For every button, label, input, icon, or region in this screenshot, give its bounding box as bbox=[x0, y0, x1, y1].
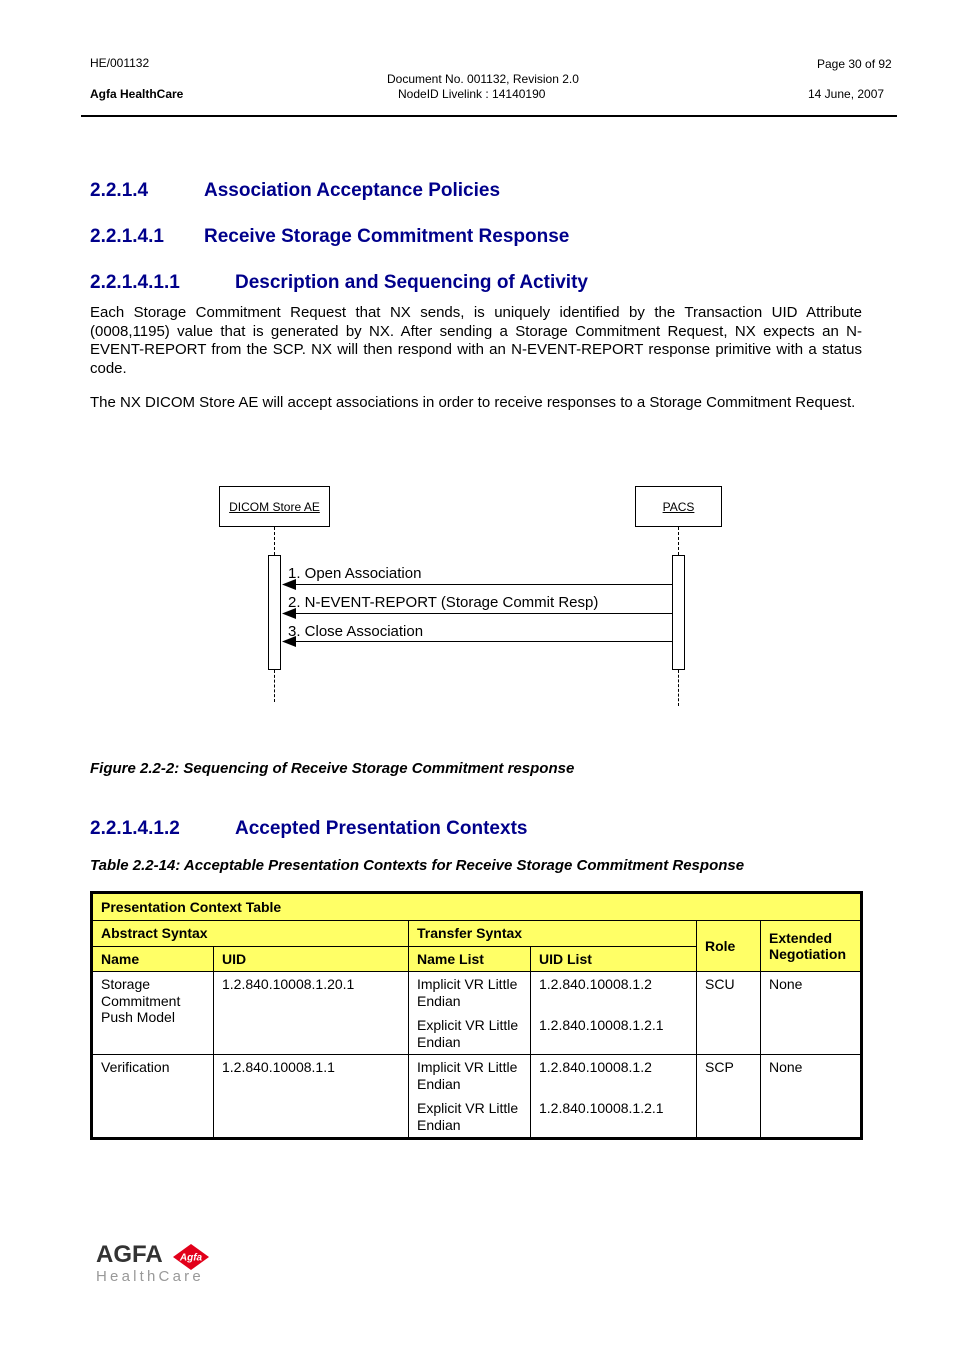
cell-uid: 1.2.840.10008.1.1 bbox=[214, 1055, 409, 1139]
heading-association-acceptance bbox=[90, 180, 500, 202]
table-title-row bbox=[92, 893, 862, 921]
company-name: Agfa HealthCare bbox=[90, 87, 184, 101]
heading-number: 2.2.1.4.1.2 bbox=[90, 818, 180, 839]
heading-number: 2.2.1.4.1 bbox=[90, 226, 164, 247]
header-name: Name bbox=[92, 946, 214, 972]
actor-pacs bbox=[635, 486, 722, 527]
lifeline-pacs bbox=[678, 670, 679, 706]
actor-dicom-store-ae bbox=[219, 486, 330, 527]
table-caption: Table 2.2-14: Acceptable Presentation Contexts for Receive Storage Commitment Response bbox=[90, 857, 745, 874]
transfer-syntax-uid: 1.2.840.10008.1.2 bbox=[539, 976, 652, 992]
heading-title: Association Acceptance Policies bbox=[204, 180, 501, 201]
heading-number: 2.2.1.4 bbox=[90, 180, 149, 201]
cell-extended-negotiation: None bbox=[761, 972, 862, 1055]
header-name-list: Name List bbox=[409, 946, 531, 972]
transfer-syntax-uid: 1.2.840.10008.1.2.1 bbox=[539, 1016, 664, 1033]
message-label: 3. Close Association bbox=[288, 623, 424, 640]
lifeline-dicom-store-ae bbox=[274, 670, 275, 702]
heading-title: Receive Storage Commitment Response bbox=[204, 226, 570, 247]
message-label: 1. Open Association bbox=[288, 565, 422, 582]
transfer-syntax-name: Implicit VR Little Endian bbox=[417, 976, 518, 1009]
document-number: Document No. 001132, Revision 2.0 bbox=[387, 72, 579, 86]
transfer-syntax-name: Explicit VR Little Endian bbox=[417, 1100, 519, 1133]
cell-uid-list bbox=[531, 1055, 697, 1139]
cell-uid-list bbox=[531, 972, 697, 1055]
header-role: Role bbox=[697, 921, 761, 972]
header-rule bbox=[81, 115, 897, 117]
agfa-rhombus-icon bbox=[172, 1243, 210, 1271]
cell-name: Verification bbox=[92, 1055, 214, 1139]
heading-title: Accepted Presentation Contexts bbox=[235, 818, 528, 839]
logo-badge-text: Agfa bbox=[179, 1252, 203, 1264]
transfer-syntax-uid: 1.2.840.10008.1.2 bbox=[539, 1059, 652, 1075]
heading-number: 2.2.1.4.1.1 bbox=[90, 272, 180, 293]
lifeline-dicom-store-ae bbox=[274, 527, 275, 555]
paragraph-store-ae: The NX DICOM Store AE will accept associations in order to receive responses to a Storage Commitment Request. bbox=[90, 394, 856, 411]
logo-brand: AGFA bbox=[96, 1241, 163, 1268]
cell-name: Storage Commitment Push Model bbox=[92, 972, 214, 1055]
table-row bbox=[92, 1055, 862, 1139]
header-extended-negotiation: Extended Negotiation bbox=[761, 921, 862, 972]
header-transfer-syntax: Transfer Syntax bbox=[409, 921, 697, 947]
cell-role: SCU bbox=[697, 972, 761, 1055]
table-row bbox=[92, 972, 862, 1055]
header-uid-list: UID List bbox=[531, 946, 697, 972]
page-number: Page 30 of 92 bbox=[817, 57, 892, 71]
cell-name-list bbox=[409, 972, 531, 1055]
heading-accepted-presentation-contexts bbox=[90, 818, 527, 840]
transfer-syntax-name: Implicit VR Little Endian bbox=[417, 1059, 518, 1092]
cell-role: SCP bbox=[697, 1055, 761, 1139]
actor-label: DICOM Store AE bbox=[229, 499, 320, 514]
header-abstract-syntax: Abstract Syntax bbox=[92, 921, 409, 947]
heading-description-sequencing bbox=[90, 272, 588, 294]
transfer-syntax-uid: 1.2.840.10008.1.2.1 bbox=[539, 1099, 664, 1116]
presentation-context-table bbox=[90, 891, 863, 1140]
cell-extended-negotiation: None bbox=[761, 1055, 862, 1139]
heading-receive-storage-commitment bbox=[90, 226, 569, 248]
table-title: Presentation Context Table bbox=[92, 893, 862, 921]
lifeline-pacs bbox=[678, 527, 679, 555]
cell-uid: 1.2.840.10008.1.20.1 bbox=[214, 972, 409, 1055]
document-date: 14 June, 2007 bbox=[808, 87, 885, 101]
transfer-syntax-name: Explicit VR Little Endian bbox=[417, 1017, 519, 1050]
logo-subtitle: HealthCare bbox=[96, 1268, 204, 1285]
table-header-row bbox=[92, 921, 862, 947]
cell-name-list bbox=[409, 1055, 531, 1139]
node-id: NodeID Livelink : 14140190 bbox=[398, 87, 546, 101]
message-label: 2. N-EVENT-REPORT (Storage Commit Resp) bbox=[288, 594, 599, 611]
actor-label: PACS bbox=[662, 499, 695, 514]
paragraph-storage-commitment: Each Storage Commitment Request that NX sends, is uniquely identified by the Transaction UID Attribute (0008,1195) value that is generated by NX. After sending a Storage Commitment Request, NX expects an N-EVENT-REPORT from the SCP. NX will then respond with an N-EVENT-REPORT response primitive with a status code. bbox=[90, 304, 862, 377]
doc-code: HE/001132 bbox=[90, 56, 150, 70]
header-uid: UID bbox=[214, 946, 409, 972]
heading-title: Description and Sequencing of Activity bbox=[235, 272, 588, 293]
figure-caption: Figure 2.2-2: Sequencing of Receive Storage Commitment response bbox=[90, 760, 575, 777]
